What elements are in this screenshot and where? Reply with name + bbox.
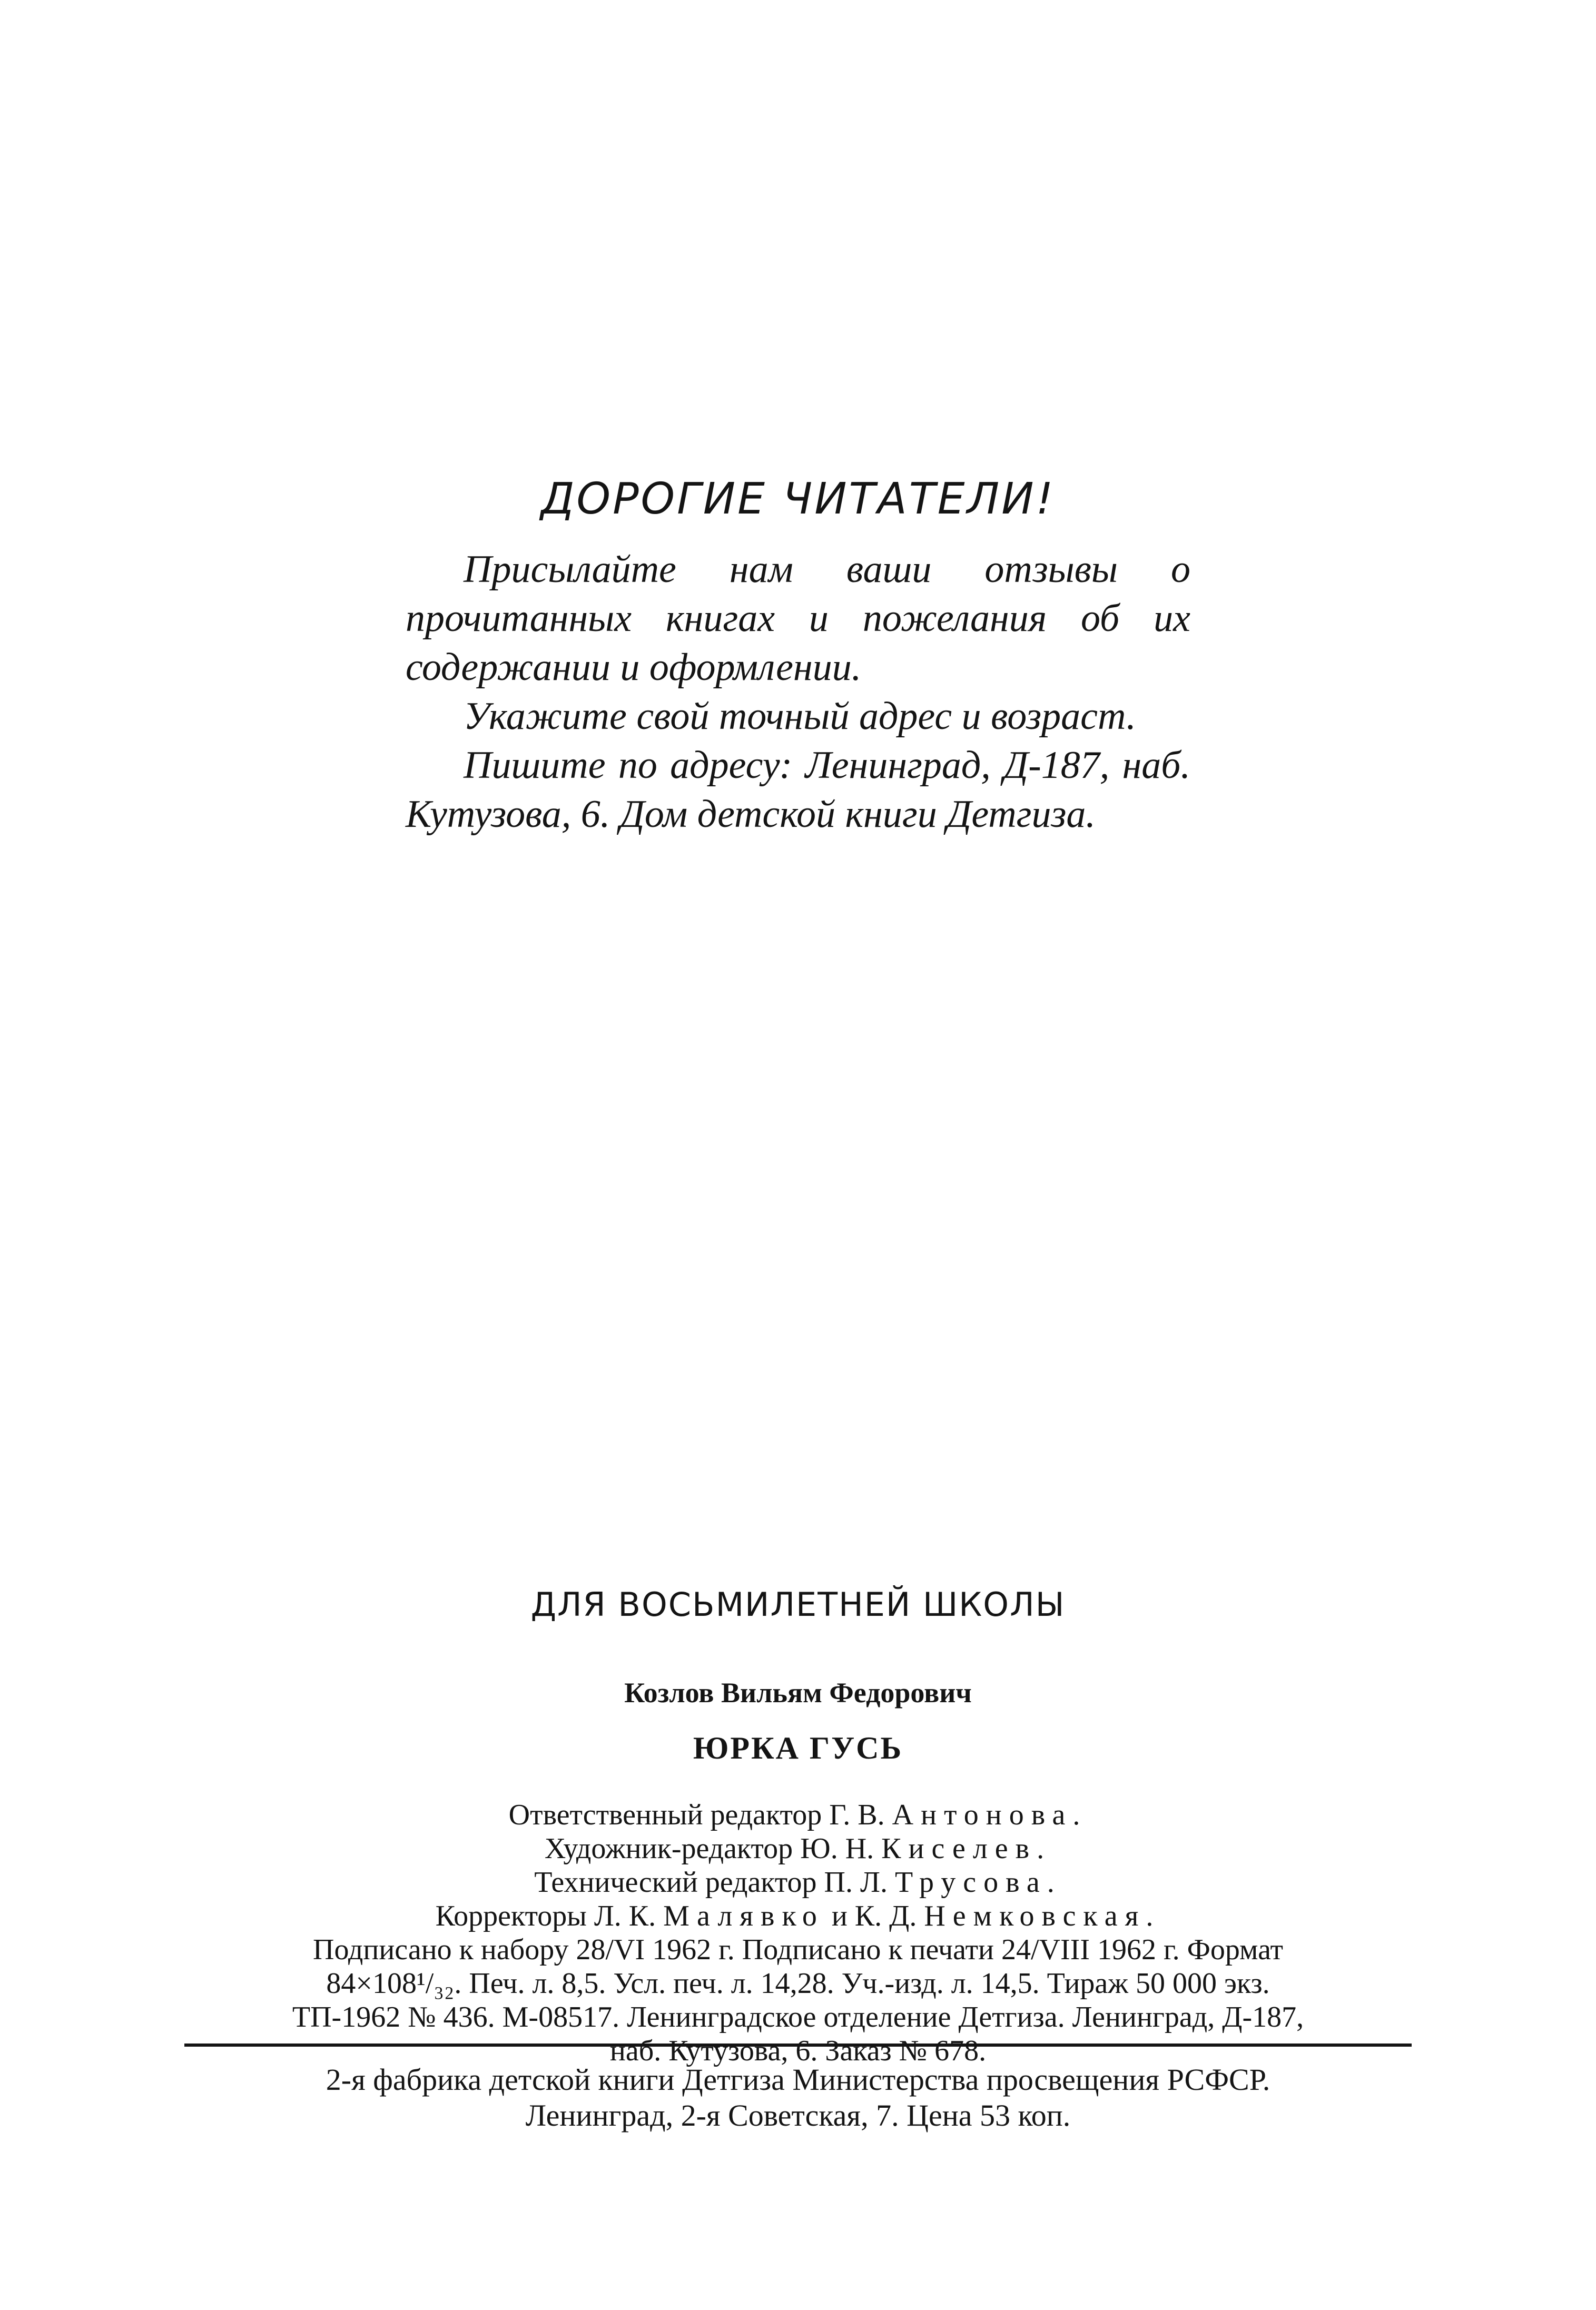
divider-rule [184,2044,1412,2047]
art-editor-initials: Ю. Н. [800,1832,874,1865]
series-title: ДЛЯ ВОСЬМИЛЕТНЕЙ ШКОЛЫ [530,1585,1066,1624]
readers-paragraph-address-age: Укажите свой точный адрес и возраст. [464,695,1136,738]
proofreaders-and: и [831,1900,848,1932]
tech-editor-initials: П. Л. [824,1866,888,1899]
credit-tech-editor [174,1865,1422,1899]
printer-line-1: 2-я фабрика детской книги Детгиза Министерства просвещения РСФСР. [326,2062,1270,2097]
readers-note [406,474,1190,839]
tech-editor-role: Технический редактор [534,1866,817,1899]
tech-details-line-4: наб. Кутузова, 6. Заказ № 678. [609,2035,987,2067]
proofreaders-role: Корректоры [435,1900,587,1932]
proofreader2-surname: Немковская. [924,1900,1161,1932]
proofreader2-initials: К. Д. [854,1900,917,1932]
editor-role: Ответственный редактор [508,1799,822,1831]
credit-editor [174,1798,1422,1832]
tech-details-line-3: ТП-1962 № 436. М-08517. Ленинградское отделение Детгиза. Ленинград, Д-187, [292,2001,1304,2033]
readers-paragraph-feedback: Присылайте нам ваши отзывы о прочитанных книгах и пожелания об их содержании и оформлении. [406,548,1190,689]
art-editor-role: Художник-редактор [544,1832,793,1865]
readers-heading: ДОРОГИЕ ЧИТАТЕЛИ! [540,474,1056,524]
printer-info [174,2062,1422,2134]
imprint-block [174,1585,1422,2068]
credit-art-editor [174,1832,1422,1865]
proofreader1-surname: Малявко [663,1900,824,1932]
author-name: Козлов Вильям Федорович [624,1677,972,1709]
editor-initials: Г. В. [829,1799,885,1831]
tech-editor-surname: Трусова. [894,1866,1062,1899]
printer-line-2: Ленинград, 2-я Советская, 7. Цена 53 коп. [525,2098,1071,2133]
editor-surname: Антонова. [892,1799,1088,1831]
book-title: ЮРКА ГУСЬ [693,1731,903,1765]
tech-details-line-2: 84×108¹/₃₂. Печ. л. 8,5. Усл. печ. л. 14,28. Уч.-изд. л. 14,5. Тираж 50 000 экз. [326,1967,1270,2000]
tech-details-line-1: Подписано к набору 28/VI 1962 г. Подписано к печати 24/VIII 1962 г. Формат [313,1933,1283,1966]
art-editor-surname: Киселев. [881,1832,1052,1865]
credit-proofreaders [174,1899,1422,1933]
readers-paragraph-postal-address: Пишите по адресу: Ленинград, Д-187, наб. Кутузова, 6. Дом детской книги Детгиза. [406,744,1190,836]
proofreader1-initials: Л. К. [594,1900,656,1932]
